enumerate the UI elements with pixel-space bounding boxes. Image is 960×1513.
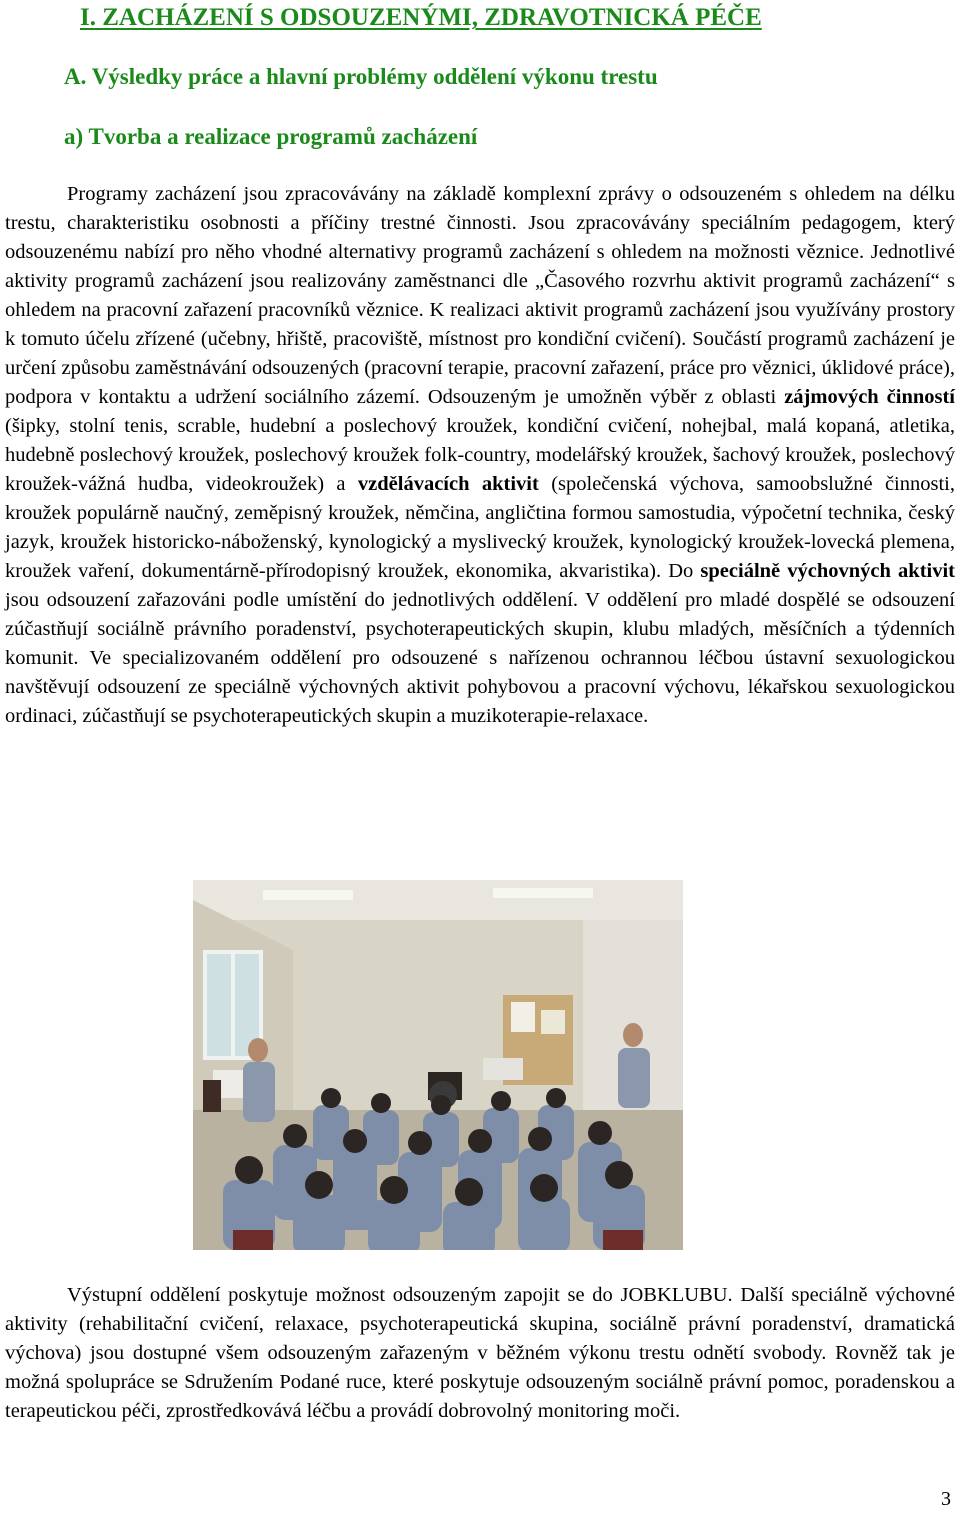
section-heading: A. Výsledky práce a hlavní problémy oddělení výkonu trestu [64,64,658,89]
bold-interest-activities: zájmových činností [784,386,955,408]
paragraph-text-3: (společenská výchova, samoobslužné činnosti, kroužek populárně naučný, zeměpisný kroužek, němčina, angličtina formou samostudia, výpočetní technika, český jazyk, kroužek historicko-náboženský, kynologický a myslivecký kroužek, kynologický kroužek-lovecká plemena, kroužek vaření, dokumentárně-přírodopisný kroužek, ekonomika, akvaristika). Do [5,473,955,582]
paragraph-text-4: jsou odsouzení zařazováni podle umístění do jednotlivých oddělení. V oddělení pro mladé dospělé se odsouzení zúčastňují sociálně právního poradenství, psychoterapeutických skupin, klubu mladých, měsíčních a týdenních komunit. Ve specializovaném oddělení pro odsouzené s nařízenou ochrannou léčbou ústavní sexuologickou navštěvují odsouzení ze speciálně výchovných aktivit pohybovou a pracovní výchovu, lékařskou sexuologickou ordinaci, zúčastňují se psychoterapeutických skupin a muzikoterapie-relaxace. [5,589,955,727]
bold-educational-activities: vzdělávacích aktivit [357,473,539,495]
main-heading: I. ZACHÁZENÍ S ODSOUZENÝMI, ZDRAVOTNICKÁ PÉČE [80,4,762,31]
paragraph-text-2: (šipky, stolní tenis, scrable, hudební a poslechový kroužek, kondiční cvičení, nohejbal, malá kopaná, atletika, hudebně poslechový kroužek, poslechový kroužek folk-country, modelářský kroužek, šachový kroužek, poslechový kroužek-vážná hudba, videokroužek) a [5,415,955,495]
subsection-heading: a) Tvorba a realizace programů zacházení [64,124,478,149]
paragraph-exit-department: Výstupní oddělení poskytuje možnost odsouzeným zapojit se do JOBKLUBU. Další speciálně výchovné aktivity (rehabilitační cvičení, relaxace, psychoterapeutická skupina, sociálně právní poradenství, dramatická výchova) jsou dostupné všem odsouzeným zařazeným v běžném výkonu trestu odnětí svobody. Rovněž tak je možná spolupráce se Sdružením Podané ruce, které poskytuje odsouzeným sociálně právní pomoc, poradenskou a terapeutickou péči, zprostředkovává léčbu a provádí dobrovolný monitoring moči. [5,1284,955,1422]
paragraph-programs [5,180,955,731]
bold-special-activities: speciálně výchovných aktivit [700,560,955,582]
page-number: 3 [941,1488,951,1510]
paragraph-text-1: Programy zacházení jsou zpracovávány na základě komplexní zprávy o odsouzeném s ohledem na délku trestu, charakteristiku osobnosti a příčiny trestné činnosti. Jsou zpracovávány speciálním pedagogem, který odsouzenému nabízí pro něho vhodné alternativy programů zacházení s ohledem na možnosti věznice. Jednotlivé aktivity programů zacházení jsou realizovány zaměstnanci dle „Časového rozvrhu aktivit programů zacházení“ s ohledem na pracovní zařazení pracovníků věznice. K realizaci aktivit programů zacházení jsou využívány prostory k tomuto účelu zřízené (učebny, hřiště, pracoviště, místnost pro kondiční cvičení). Součástí programů zacházení je určení způsobu zaměstnávání odsouzených (pracovní terapie, pracovní zařazení, práce pro věznici, úklidové práce), podpora v kontaktu a udržení sociálního zázemí. Odsouzeným je umožněn výběr z oblasti [5,183,955,408]
music-room-photo [193,880,683,1250]
